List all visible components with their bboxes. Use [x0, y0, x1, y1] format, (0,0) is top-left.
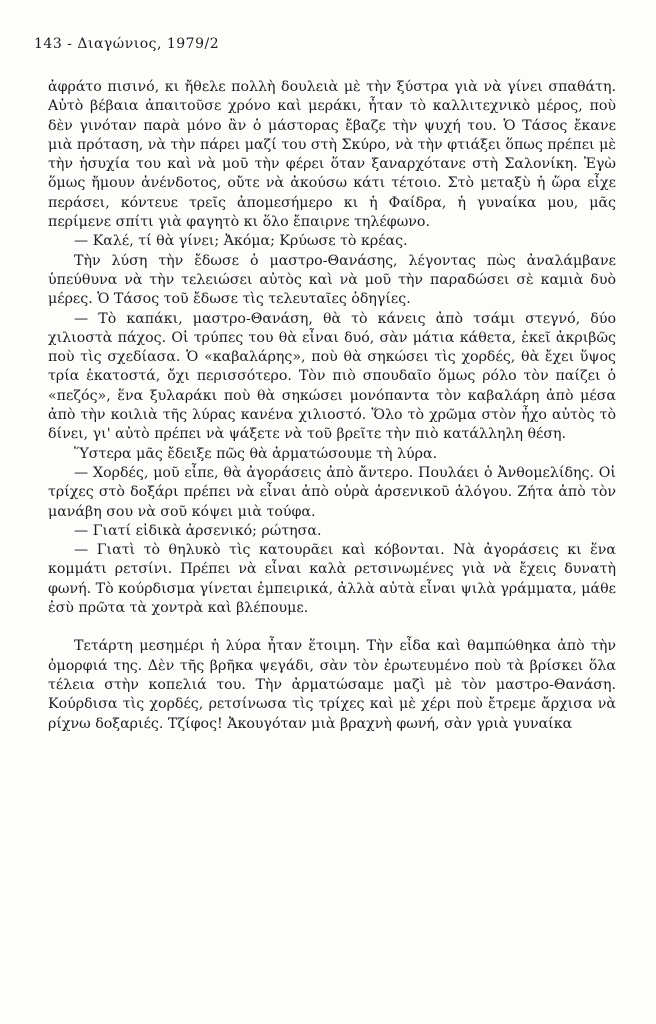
paragraph: — Χορδές, μοῦ εἶπε, θὰ ἀγοράσεις ἀπὸ ἄντερο. Πουλάει ὁ Ἀνθομελίδης. Οἱ τρίχες στὸ δοξάρι πρέπει νὰ εἶναι ἀπὸ οὐρὰ ἀρσενικοῦ ἀλόγου. Ζήτα ἀπὸ τὸν μανάβη σου νὰ σοῦ κόψει μιὰ τούφα. — [48, 464, 616, 520]
paragraph: Ὕστερα μᾶς ἔδειξε πῶς θὰ ἀρματώσουμε τὴ λύρα. — [74, 445, 438, 462]
paragraph: Τετάρτη μεσημέρι ἡ λύρα ἦταν ἕτοιμη. Τὴν εἶδα καὶ θαμπώθηκα ἀπὸ τὴν ὀμορφιά της. Δὲν τῆς βρῆκα ψεγάδι, σὰν τὸν ἐρωτευμένο ποὺ τὰ βρίσκει ὅλα τέλεια στὴν κοπελιά του. Τὴν ἀρματώσαμε μαζὶ μὲ τὸν μαστρο-Θανάση. Κούρδισα τὶς χορδές, ρετσίνωσα τὶς τρίχες καὶ μὲ χέρι ποὺ ἔτρεμε ἄρχισα νὰ ρίχνω δοξαριές. Τζίφος! Ἀκουγόταν μιὰ βραχνὴ φωνή, σὰν γριὰ γυναίκα — [48, 638, 616, 732]
paragraph: — Τὸ καπάκι, μαστρο-Θανάση, θὰ τὸ κάνεις ἀπὸ τσάμι στεγνό, δύο χιλιοστὰ πάχος. Οἱ τρύπες του θὰ εἶναι δυό, σὰν μάτια κάθετα, ἐκεῖ ἀκριβῶς ποὺ τὶς σχεδίασα. Ὁ «καβαλάρης», ποὺ θὰ σηκώσει τὶς χορδές, θὰ ἔχει ὕψος τρία ἑκατοστά, ὄχι περισσότερο. Τὸν πιὸ σπουδαῖο ὅμως ρόλο τὸν παίζει ὁ «πεζός», ἕνα ξυλαράκι ποὺ θὰ σηκώσει μονόπαντα τὸν καβαλάρη ἀπὸ μέσα ἀπὸ τὴν κοιλιὰ τῆς λύρας κανένα χιλιοστό. Ὅλο τὸ χρῶμα στὸν ἦχο αὐτὸς τὸ δίνει, γι' αὐτὸ πρέπει νὰ ψάξετε νὰ τοῦ βρεῖτε τὴν πιὸ κατάλληλη θέση. — [48, 310, 616, 443]
paragraph: — Γιατί εἰδικὰ ἀρσενικό; ρώτησα. — [74, 522, 322, 539]
article-body — [48, 78, 616, 734]
paragraph: ἀφράτο πισινό, κι ἤθελε πολλὴ δουλειὰ μὲ τὴν ξύστρα γιὰ νὰ γίνει σπαθάτη. Αὐτὸ βέβαια ἀπαιτοῦσε χρόνο καὶ μεράκι, ἦταν τὸ καλλιτεχνικὸ μέρος, ποὺ δὲν γινόταν παρὰ μόνο ἂν ὁ μάστορας ἔβαζε τὴν ψυχή του. Ὁ Τάσος ἔκανε μιὰ πρόταση, νὰ τὴν πάρει μαζί του στὴ Σκύρο, νὰ τὴν φτιάξει ὅπως πρέπει μὲ τὴν ἡσυχία του καὶ νὰ μοῦ τὴν φέρει ὅταν ξαναρχότανε στὴ Σαλονίκη. Ἐγὼ ὅμως ἤμουν ἀνένδοτος, οὔτε νὰ ἀκούσω κάτι τέτοιο. Στὸ μεταξὺ ἡ ὥρα εἶχε περάσει, κόντευε τρεῖς ἀπομεσήμερο κι ἡ Φαίδρα, ἡ γυναίκα μου, μᾶς περίμενε σπίτι γιὰ φαγητὸ κι ὅλο ἔπαιρνε τηλέφωνο. — [48, 79, 616, 231]
paragraph: Τὴν λύση τὴν ἔδωσε ὁ μαστρο-Θανάσης, λέγοντας πὼς ἀναλάμβανε ὑπεύθυνα νὰ τὴν τελειώσει αὐτὸς καὶ νὰ μοῦ τὴν παραδώσει σὲ καμιὰ δυὸ μέρες. Ὁ Τάσος τοῦ ἔδωσε τὶς τελευταῖες ὁδηγίες. — [48, 252, 616, 308]
paragraph: — Γιατὶ τὸ θηλυκὸ τὶς κατουρᾶει καὶ κόβονται. Νὰ ἀγοράσεις κι ἕνα κομμάτι ρετσίνι. Πρέπει νὰ εἶναι καλὰ ρετσινωμένες γιὰ νὰ ἔχεις δυνατὴ φωνή. Τὸ κούρδισμα γίνεται ἐμπειρικά, ἀλλὰ αὐτὰ εἶναι ψιλὰ γράμματα, μάθε ἐσὺ πρῶτα τὰ χοντρὰ καὶ βλέπουμε. — [48, 542, 616, 617]
paragraph: — Καλέ, τί θὰ γίνει; Ἀκόμα; Κρύωσε τὸ κρέας. — [74, 233, 408, 250]
running-head: 143 - Διαγώνιος, 1979/2 — [34, 36, 220, 52]
section-break — [48, 618, 616, 637]
